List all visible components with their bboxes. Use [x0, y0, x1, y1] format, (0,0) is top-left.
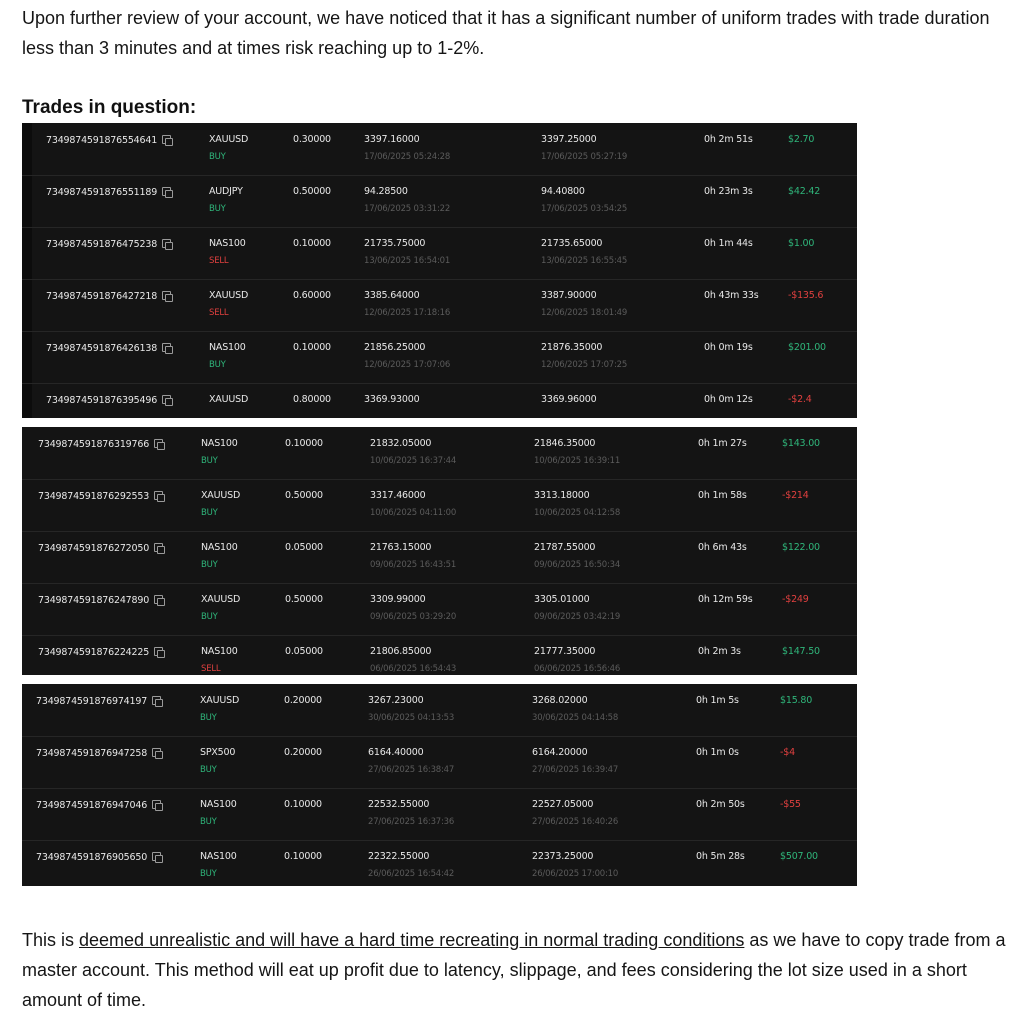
trade-side: BUY	[200, 817, 217, 827]
copy-icon[interactable]	[162, 291, 171, 300]
trade-row	[22, 331, 857, 384]
copy-icon[interactable]	[154, 595, 163, 604]
open-time: 27/06/2025 16:38:47	[368, 765, 455, 775]
copy-icon[interactable]	[154, 647, 163, 656]
trade-volume: 0.10000	[293, 238, 331, 249]
trade-volume: 0.50000	[285, 490, 323, 501]
trades-screenshot-3	[22, 684, 857, 886]
close-time: 13/06/2025 16:55:45	[541, 256, 628, 266]
open-time: 06/06/2025 16:54:43	[370, 664, 457, 674]
close-price: 21876.35000	[541, 342, 603, 353]
trade-row	[22, 123, 857, 176]
open-price: 6164.40000	[368, 747, 424, 758]
trade-duration: 0h 6m 43s	[698, 542, 747, 553]
trade-pnl: -$135.6	[788, 290, 824, 301]
trade-symbol: XAUUSD	[209, 134, 249, 145]
trade-volume: 0.20000	[284, 695, 322, 706]
trade-row	[22, 383, 857, 418]
trade-pnl: $507.00	[780, 851, 818, 862]
open-price: 94.28500	[364, 186, 408, 197]
trade-side: BUY	[201, 612, 218, 622]
trade-side: BUY	[209, 204, 226, 214]
trades-screenshot-1	[22, 123, 857, 418]
outro-underlined-text: deemed unrealistic and will have a hard time recreating in normal trading conditions	[79, 930, 745, 950]
trade-symbol: XAUUSD	[201, 594, 241, 605]
open-price: 21806.85000	[370, 646, 432, 657]
open-price: 21763.15000	[370, 542, 432, 553]
trade-row	[22, 736, 857, 789]
copy-icon[interactable]	[154, 491, 163, 500]
trade-pnl: $2.70	[788, 134, 815, 145]
close-time: 12/06/2025 18:01:49	[541, 308, 628, 318]
open-time: 27/06/2025 16:37:36	[368, 817, 455, 827]
close-time: 17/06/2025 03:54:25	[541, 204, 628, 214]
close-time: 09/06/2025 16:50:34	[534, 560, 621, 570]
copy-icon[interactable]	[162, 343, 171, 352]
trade-volume: 0.60000	[293, 290, 331, 301]
trade-side: BUY	[201, 508, 218, 518]
open-time: 13/06/2025 16:54:01	[364, 256, 451, 266]
close-time: 06/06/2025 16:56:46	[534, 664, 621, 674]
copy-icon[interactable]	[152, 748, 161, 757]
close-time: 09/06/2025 03:42:19	[534, 612, 621, 622]
trade-id-cell	[46, 342, 171, 354]
trade-volume: 0.50000	[285, 594, 323, 605]
trade-volume: 0.10000	[284, 851, 322, 862]
trade-symbol: SPX500	[200, 747, 236, 758]
trade-id: 7349874591876905650	[36, 852, 148, 863]
trade-symbol: NAS100	[201, 542, 238, 553]
close-time: 27/06/2025 16:39:47	[532, 765, 619, 775]
trade-duration: 0h 1m 0s	[696, 747, 739, 758]
trade-pnl: -$4	[780, 747, 795, 758]
close-price: 3305.01000	[534, 594, 590, 605]
close-price: 3313.18000	[534, 490, 590, 501]
trade-id-cell	[36, 799, 161, 811]
copy-icon[interactable]	[162, 395, 171, 404]
trade-symbol: XAUUSD	[200, 695, 240, 706]
trade-volume: 0.50000	[293, 186, 331, 197]
open-time: 17/06/2025 03:31:22	[364, 204, 451, 214]
copy-icon[interactable]	[152, 696, 161, 705]
copy-icon[interactable]	[162, 187, 171, 196]
trade-duration: 0h 23m 3s	[704, 186, 753, 197]
trade-duration: 0h 2m 3s	[698, 646, 741, 657]
open-price: 3369.93000	[364, 394, 420, 405]
close-price: 3397.25000	[541, 134, 597, 145]
open-price: 3397.16000	[364, 134, 420, 145]
open-time: 12/06/2025 17:07:06	[364, 360, 451, 370]
trade-id-cell	[38, 594, 163, 606]
trade-duration: 0h 0m 12s	[704, 394, 753, 405]
outro-text-start: This is	[22, 930, 80, 950]
trade-volume: 0.05000	[285, 542, 323, 553]
trade-symbol: NAS100	[200, 799, 237, 810]
close-time: 10/06/2025 04:12:58	[534, 508, 621, 518]
trade-row	[22, 175, 857, 228]
trade-symbol: XAUUSD	[201, 490, 241, 501]
close-price: 21735.65000	[541, 238, 603, 249]
trade-duration: 0h 1m 44s	[704, 238, 753, 249]
trade-id-cell	[38, 542, 163, 554]
close-time: 26/06/2025 17:00:10	[532, 869, 619, 879]
close-time: 12/06/2025 17:07:25	[541, 360, 628, 370]
open-price: 22322.55000	[368, 851, 430, 862]
trade-volume: 0.10000	[293, 342, 331, 353]
trade-id: 7349874591876224225	[38, 647, 150, 658]
copy-icon[interactable]	[154, 543, 163, 552]
trade-duration: 0h 2m 51s	[704, 134, 753, 145]
trade-duration: 0h 0m 19s	[704, 342, 753, 353]
trade-id-cell	[38, 646, 163, 658]
trade-id: 7349874591876427218	[46, 291, 158, 302]
trade-pnl: $42.42	[788, 186, 821, 197]
trade-id-cell	[46, 134, 171, 146]
outro-paragraph	[22, 925, 1012, 1015]
trade-id-cell	[36, 851, 161, 863]
trade-pnl: $147.50	[782, 646, 820, 657]
open-price: 3267.23000	[368, 695, 424, 706]
open-price: 3309.99000	[370, 594, 426, 605]
trade-volume: 0.10000	[285, 438, 323, 449]
trade-id-cell	[46, 238, 171, 250]
trades-screenshot-2	[22, 427, 857, 675]
trade-row	[22, 840, 857, 886]
trade-pnl: $201.00	[788, 342, 826, 353]
trade-id-cell	[36, 695, 161, 707]
trade-side: SELL	[209, 308, 229, 318]
trade-id: 7349874591876974197	[36, 696, 148, 707]
open-time: 26/06/2025 16:54:42	[368, 869, 455, 879]
trade-row	[22, 479, 857, 532]
trade-pnl: -$214	[782, 490, 809, 501]
trade-duration: 0h 1m 58s	[698, 490, 747, 501]
close-price: 22527.05000	[532, 799, 594, 810]
trade-side: BUY	[201, 456, 218, 466]
close-price: 21846.35000	[534, 438, 596, 449]
trade-id-cell	[38, 490, 163, 502]
close-price: 94.40800	[541, 186, 585, 197]
trade-symbol: NAS100	[209, 342, 246, 353]
close-time: 30/06/2025 04:14:58	[532, 713, 619, 723]
trade-pnl: $122.00	[782, 542, 820, 553]
open-price: 22532.55000	[368, 799, 430, 810]
trades-heading: Trades in question:	[22, 97, 197, 118]
trade-id: 7349874591876947258	[36, 748, 148, 759]
trade-volume: 0.10000	[284, 799, 322, 810]
trade-id: 7349874591876292553	[38, 491, 150, 502]
close-time: 17/06/2025 05:27:19	[541, 152, 628, 162]
trade-pnl: $143.00	[782, 438, 820, 449]
trade-pnl: -$249	[782, 594, 809, 605]
close-price: 3387.90000	[541, 290, 597, 301]
trade-row	[22, 684, 857, 737]
trade-duration: 0h 1m 27s	[698, 438, 747, 449]
open-time: 30/06/2025 04:13:53	[368, 713, 455, 723]
trade-row	[22, 788, 857, 841]
open-price: 3385.64000	[364, 290, 420, 301]
trade-id: 7349874591876551189	[46, 187, 158, 198]
trade-symbol: XAUUSD	[209, 290, 249, 301]
trade-pnl: $15.80	[780, 695, 813, 706]
open-price: 3317.46000	[370, 490, 426, 501]
trade-side: BUY	[201, 560, 218, 570]
copy-icon[interactable]	[162, 239, 171, 248]
trade-id: 7349874591876247890	[38, 595, 150, 606]
trade-side: BUY	[209, 152, 226, 162]
open-time: 09/06/2025 03:29:20	[370, 612, 457, 622]
close-price: 3268.02000	[532, 695, 588, 706]
trade-id: 7349874591876554641	[46, 135, 158, 146]
close-price: 21787.55000	[534, 542, 596, 553]
trade-id: 7349874591876426138	[46, 343, 158, 354]
trade-row	[22, 427, 857, 480]
open-time: 10/06/2025 16:37:44	[370, 456, 457, 466]
close-time: 27/06/2025 16:40:26	[532, 817, 619, 827]
copy-icon[interactable]	[152, 852, 161, 861]
trade-id-cell	[46, 394, 171, 406]
trade-row	[22, 635, 857, 675]
open-time: 12/06/2025 17:18:16	[364, 308, 451, 318]
trade-symbol: AUDJPY	[209, 186, 243, 197]
trade-id: 7349874591876272050	[38, 543, 150, 554]
trade-duration: 0h 43m 33s	[704, 290, 759, 301]
close-price: 3369.96000	[541, 394, 597, 405]
trade-symbol: NAS100	[200, 851, 237, 862]
trade-volume: 0.20000	[284, 747, 322, 758]
trade-id: 7349874591876947046	[36, 800, 148, 811]
trade-row	[22, 227, 857, 280]
close-price: 6164.20000	[532, 747, 588, 758]
trade-symbol: NAS100	[201, 438, 238, 449]
trade-side: BUY	[200, 713, 217, 723]
trade-row	[22, 531, 857, 584]
trade-pnl: $1.00	[788, 238, 815, 249]
trade-pnl: -$55	[780, 799, 801, 810]
trade-id: 7349874591876395496	[46, 395, 158, 406]
trade-id: 7349874591876475238	[46, 239, 158, 250]
trade-id-cell	[36, 747, 161, 759]
close-price: 22373.25000	[532, 851, 594, 862]
open-price: 21856.25000	[364, 342, 426, 353]
trade-side: SELL	[201, 664, 221, 674]
trade-volume: 0.05000	[285, 646, 323, 657]
trade-row	[22, 583, 857, 636]
trade-pnl: -$2.4	[788, 394, 812, 405]
trade-volume: 0.80000	[293, 394, 331, 405]
trade-id: 7349874591876319766	[38, 439, 150, 450]
trade-id-cell	[38, 438, 163, 450]
copy-icon[interactable]	[152, 800, 161, 809]
close-price: 21777.35000	[534, 646, 596, 657]
copy-icon[interactable]	[154, 439, 163, 448]
copy-icon[interactable]	[162, 135, 171, 144]
trade-symbol: NAS100	[201, 646, 238, 657]
outro-text-end: as we have to copy trade from a master account. This method will eat up profit due to latency, slippage, and fees considering the lot size used in a short amount of time.	[22, 930, 1006, 1010]
open-time: 17/06/2025 05:24:28	[364, 152, 451, 162]
trade-side: BUY	[200, 869, 217, 879]
open-price: 21735.75000	[364, 238, 426, 249]
trade-side: BUY	[209, 360, 226, 370]
trade-symbol: NAS100	[209, 238, 246, 249]
trade-duration: 0h 12m 59s	[698, 594, 753, 605]
close-time: 10/06/2025 16:39:11	[534, 456, 621, 466]
trade-row	[22, 279, 857, 332]
open-price: 21832.05000	[370, 438, 432, 449]
trade-duration: 0h 1m 5s	[696, 695, 739, 706]
trade-side: SELL	[209, 256, 229, 266]
trade-duration: 0h 2m 50s	[696, 799, 745, 810]
trade-id-cell	[46, 186, 171, 198]
trade-side: BUY	[200, 765, 217, 775]
trade-id-cell	[46, 290, 171, 302]
intro-paragraph: Upon further review of your account, we have noticed that it has a significant number of uniform trades with trade duration less than 3 minutes and at times risk reaching up to 1-2%.	[22, 8, 990, 58]
open-time: 10/06/2025 04:11:00	[370, 508, 457, 518]
open-time: 09/06/2025 16:43:51	[370, 560, 457, 570]
trade-volume: 0.30000	[293, 134, 331, 145]
trade-duration: 0h 5m 28s	[696, 851, 745, 862]
trade-symbol: XAUUSD	[209, 394, 249, 405]
